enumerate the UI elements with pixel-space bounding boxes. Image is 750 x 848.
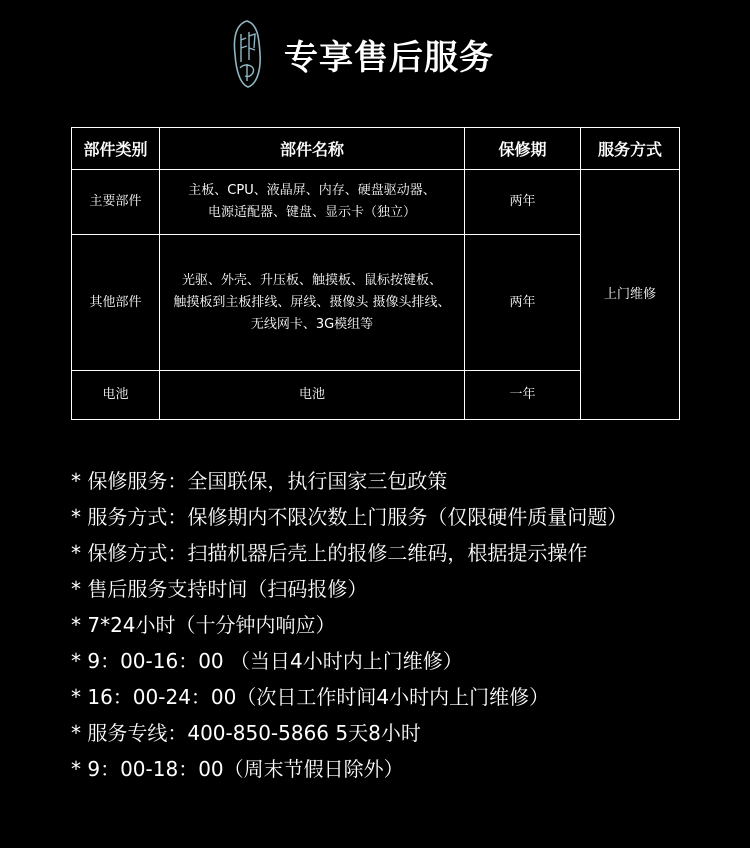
parts-cell: [160, 371, 465, 420]
warranty-table: [71, 127, 680, 420]
note-line: * 7*24小时（十分钟内响应）: [71, 613, 336, 637]
period-cell: 一年: [465, 371, 581, 420]
parts-line: 触摸板到主板排线、屏线、摄像头 摄像头排线、: [173, 294, 451, 310]
note-line: * 9：00-16：00 （当日4小时内上门维修）: [71, 649, 463, 673]
page-title: 专享售后服务: [284, 38, 494, 78]
period-cell: 两年: [465, 170, 581, 235]
header-part-name: 部件名称: [160, 128, 465, 170]
header-warranty-period: 保修期: [465, 128, 581, 170]
note-line: * 9：00-18：00（周末节假日除外）: [71, 757, 404, 781]
category-cell: 其他部件: [72, 235, 160, 371]
parts-cell: [160, 170, 465, 235]
page-header: [0, 16, 750, 92]
parts-line: 光驱、外壳、升压板、触摸板、鼠标按键板、: [181, 272, 442, 288]
note-line: * 16：00-24：00（次日工作时间4小时内上门维修）: [71, 685, 550, 709]
header-service-method: 服务方式: [581, 128, 680, 170]
period-cell: 两年: [465, 235, 581, 371]
table-row: [72, 170, 680, 235]
service-notes: [71, 463, 627, 787]
header-category: 部件类别: [72, 128, 160, 170]
service-method-cell: 上门维修: [581, 170, 680, 420]
seal-logo-icon: [230, 18, 264, 90]
parts-line: 电池: [298, 387, 325, 402]
category-cell: 主要部件: [72, 170, 160, 235]
parts-cell: [160, 235, 465, 371]
note-line: * 保修服务：全国联保，执行国家三包政策: [71, 469, 448, 493]
note-line: * 服务方式：保修期内不限次数上门服务（仅限硬件质量问题）: [71, 505, 628, 529]
parts-line: 主板、CPU、液晶屏、内存、硬盘驱动器、: [188, 183, 436, 198]
table-header-row: [72, 128, 680, 170]
parts-line: 无线网卡、3G模组等: [250, 316, 374, 332]
note-line: * 服务专线：400-850-5866 5天8小时: [71, 721, 421, 745]
note-line: * 售后服务支持时间（扫码报修）: [71, 577, 368, 601]
parts-line: 电源适配器、键盘、显示卡（独立）: [207, 205, 416, 220]
note-line: * 保修方式：扫描机器后壳上的报修二维码，根据提示操作: [71, 541, 588, 565]
category-cell: 电池: [72, 371, 160, 420]
